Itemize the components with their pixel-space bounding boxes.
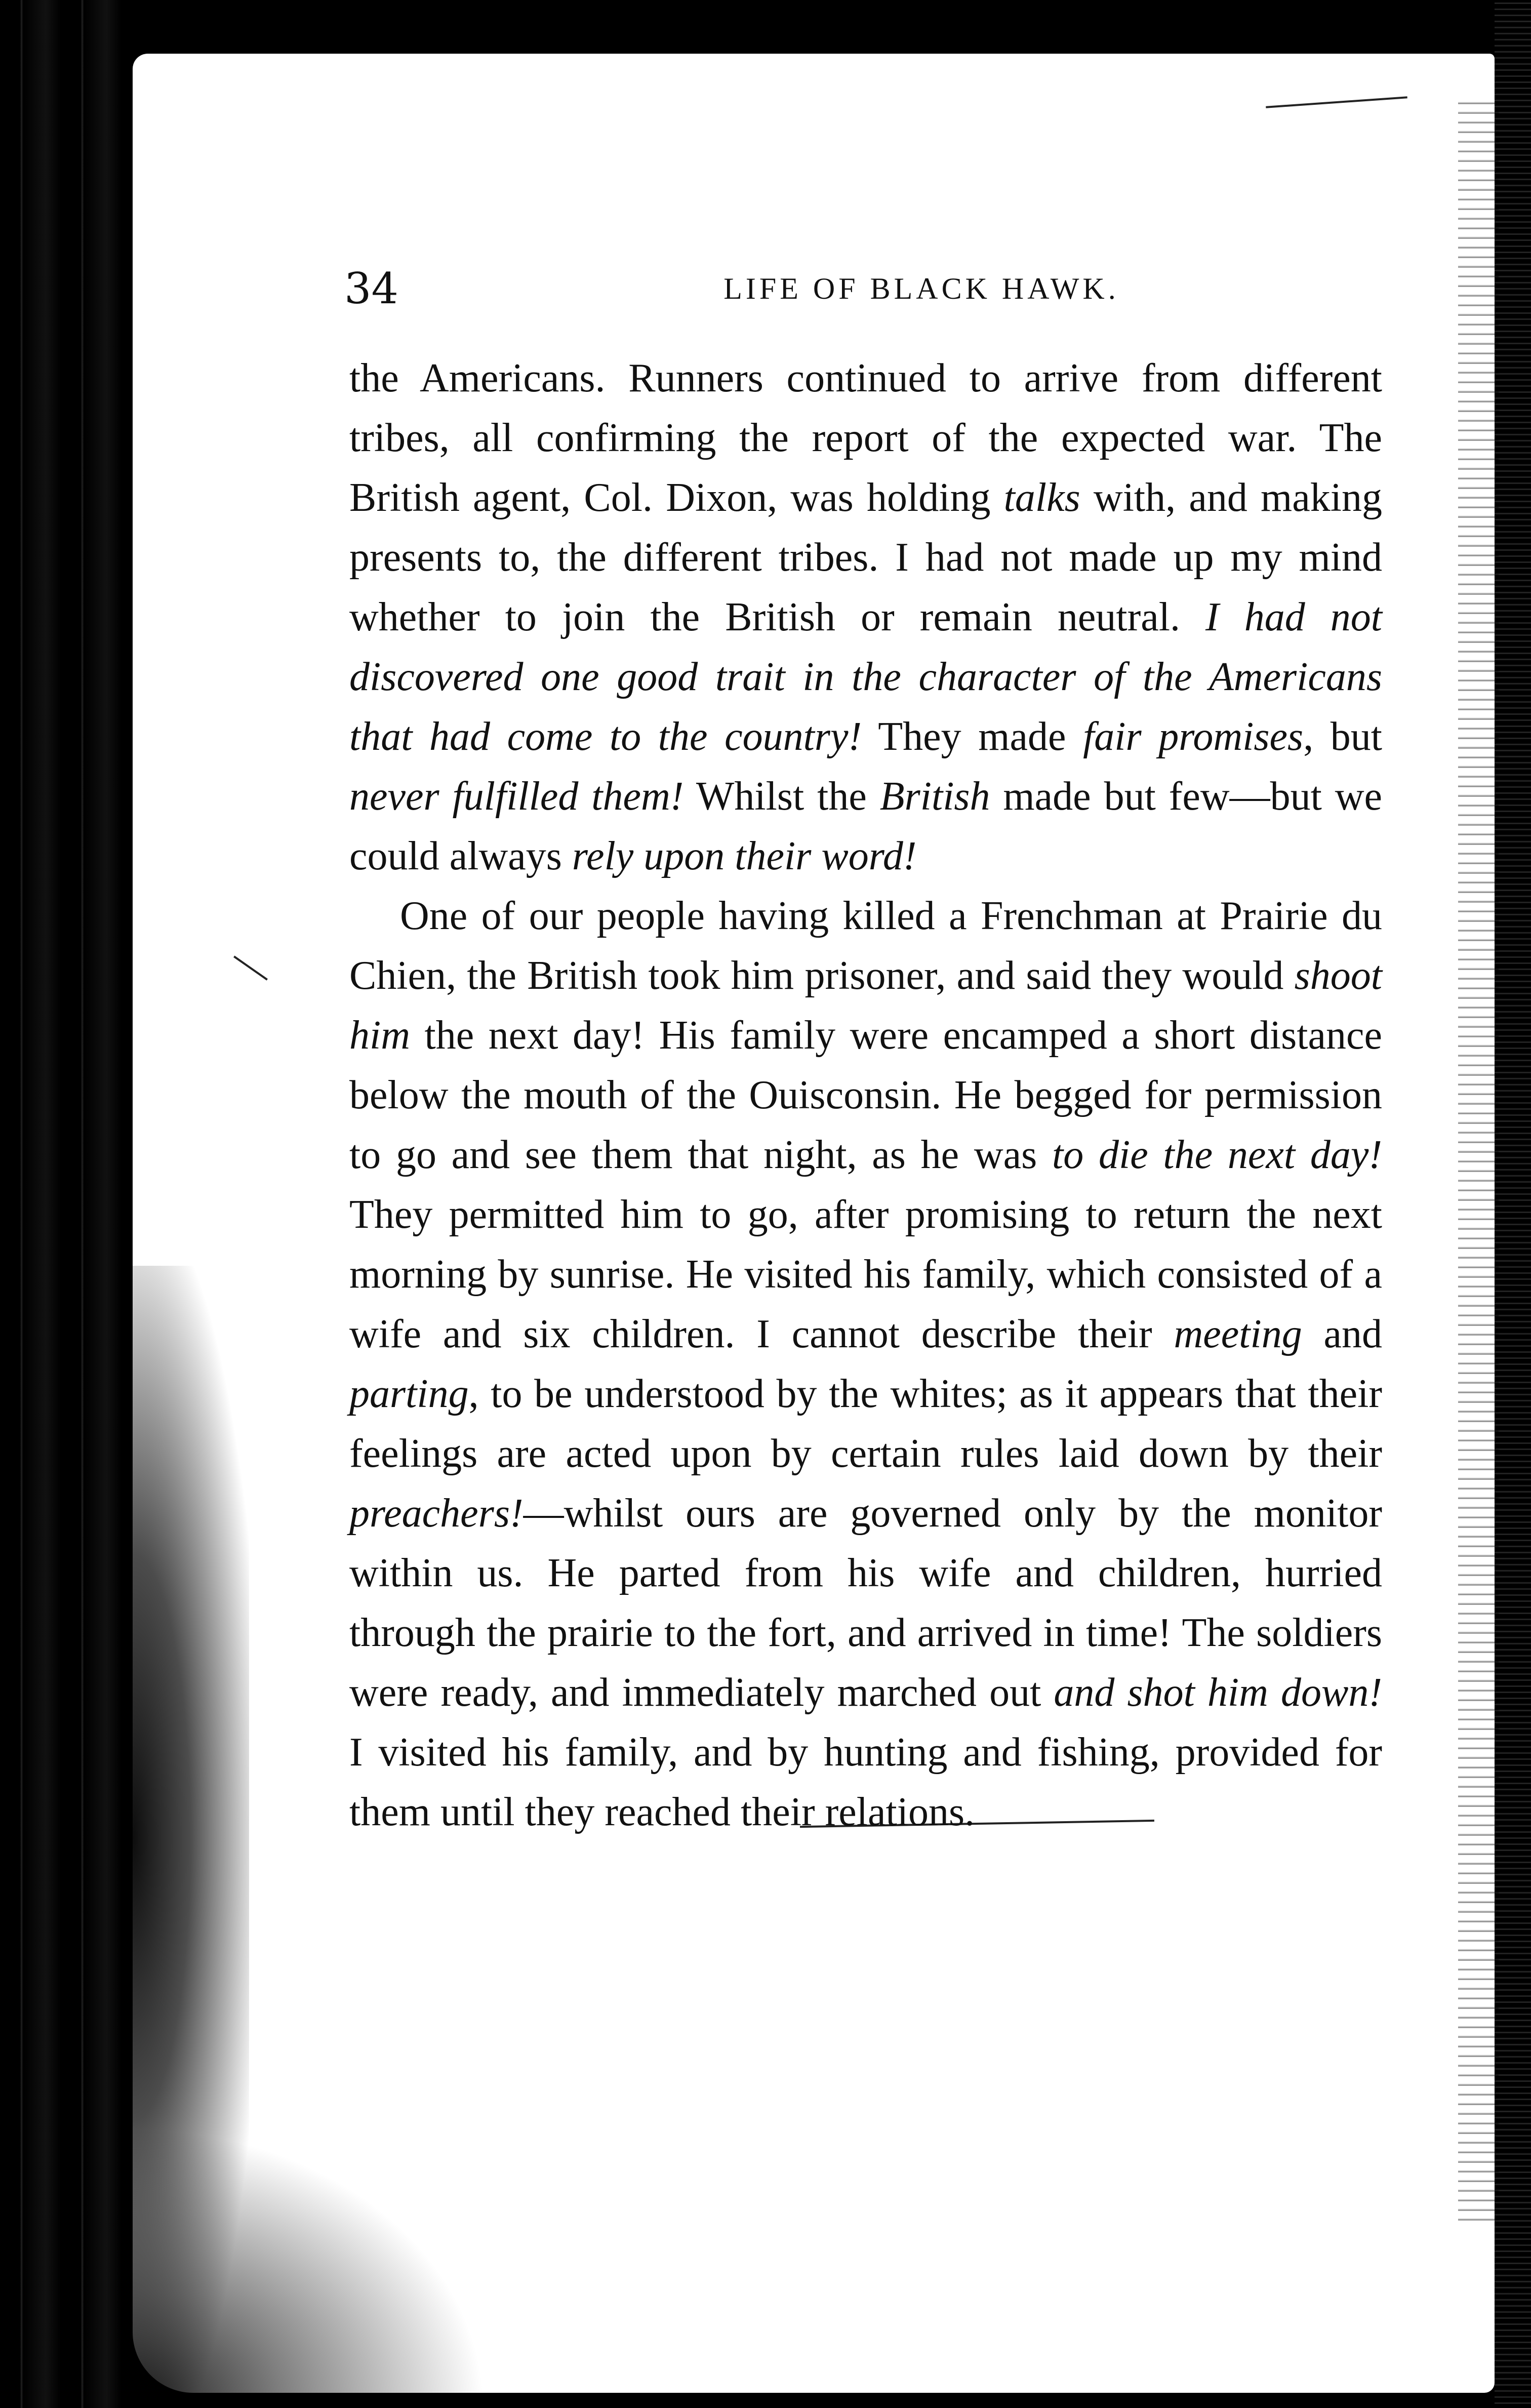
page-number: 34 xyxy=(344,264,398,313)
italic-text: meeting xyxy=(1174,1312,1302,1356)
text-run: , to be understood by the whites; as it appears that their feelings are acted upon by certain rules laid down by their xyxy=(349,1372,1382,1476)
paragraph xyxy=(349,886,1382,1842)
italic-text: fair promises xyxy=(1083,714,1304,759)
italic-text: and shot him down! xyxy=(1054,1670,1382,1715)
text-run: , but xyxy=(1303,714,1382,759)
text-run: the Americans. Runners continued to arrive from different tribes, all confirming the report of the expected war. The British agent, Col. Dixon, was holding xyxy=(349,356,1382,520)
text-run: —whilst ours are governed only by the monitor within us. He parted from his wife and children, hurried through the prairie to the fort, and arrived in time! The soldiers were ready, and immediately marched out xyxy=(349,1491,1382,1715)
italic-text: parting xyxy=(349,1372,469,1416)
text-run: One of our people having killed a Frenchman at Prairie du Chien, the British took him prisoner, and said they would xyxy=(349,894,1382,998)
book-spine-edge xyxy=(0,0,133,2408)
italic-text: talks xyxy=(1003,475,1080,520)
italic-text: British xyxy=(879,774,990,819)
running-title: LIFE OF BLACK HAWK. xyxy=(723,272,1119,305)
text-run: and xyxy=(1302,1312,1382,1356)
italic-text: I had not discovered one good trait in the character of the Americans that had come to the country! xyxy=(349,595,1382,759)
italic-text: rely upon their word! xyxy=(572,834,917,878)
page-header xyxy=(344,263,1387,314)
italic-text: never fulfilled them! xyxy=(349,774,684,819)
text-run: the next day! His family were encamped a short distance below the mouth of the Ouisconsin. He begged for permission to go and see them that night, as he was xyxy=(349,1013,1382,1177)
text-run: Whilst the xyxy=(683,774,880,819)
text-run: I visited his family, and by hunting and fishing, provided for them until they reached their relations. xyxy=(349,1730,1382,1834)
italic-text: preachers! xyxy=(349,1491,523,1536)
text-run: with, and making presents to, the different tribes. I had not made up my mind whether to join the British or remain neutral. xyxy=(349,475,1382,639)
paragraph xyxy=(349,348,1382,886)
body-text xyxy=(349,348,1382,1842)
text-run: made but few—but we could always xyxy=(349,774,1383,878)
text-run: They permitted him to go, after promising to return the next morning by sunrise. He visited his family, which consisted of a wife and six children. I cannot describe their xyxy=(349,1192,1382,1356)
text-run: They made xyxy=(862,714,1083,759)
right-scan-edge xyxy=(1495,0,1531,2408)
italic-text: to die the next day! xyxy=(1052,1133,1382,1177)
italic-text: shoot him xyxy=(349,953,1382,1058)
